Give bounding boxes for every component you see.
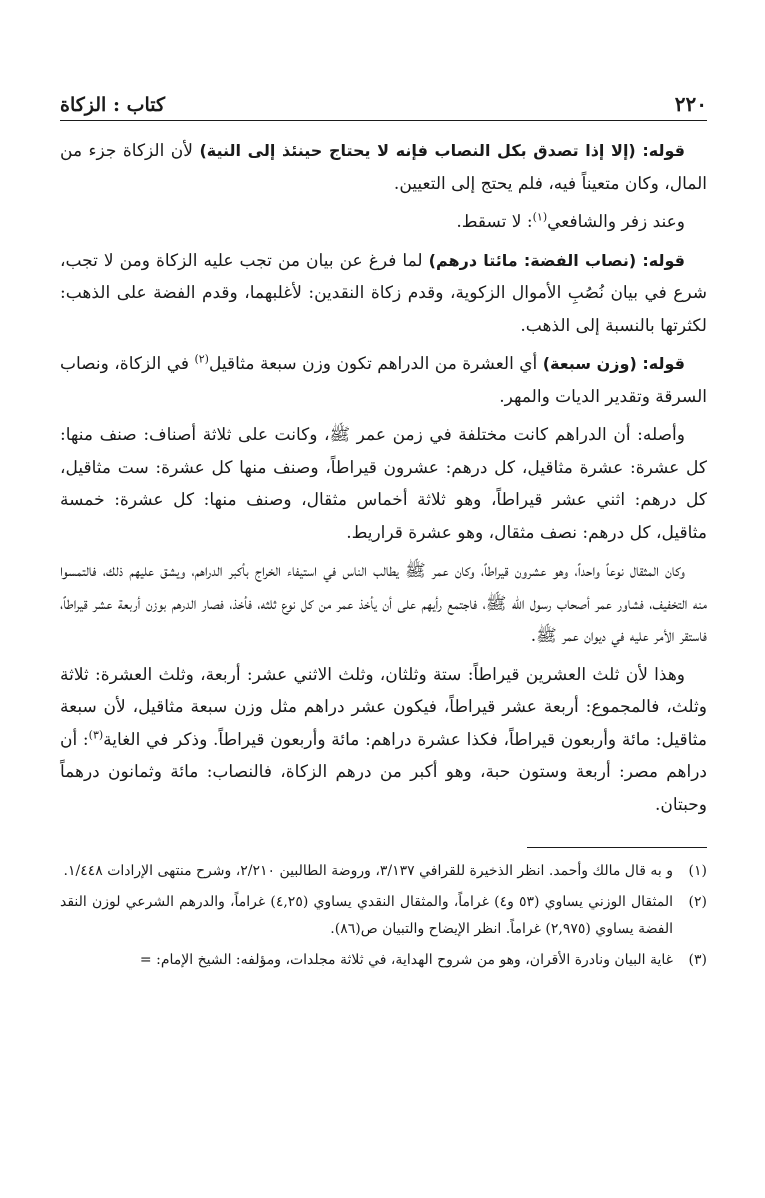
footnote-ref-2[interactable]: (٢) bbox=[194, 352, 209, 366]
paragraph-5: وأصله: أن الدراهم كانت مختلفة في زمن عمر ﷺ، وكانت على ثلاثة أصناف: صنف منها: كل عشرة: عشرة مثاقيل، كل درهم: عشرون قيراطاً، وصنف منها كل عشرة: ست مثاقيل، كل درهم: اثني عشر قيراطاً، وهو ثلاثة أخماس مثقال، وصنف منها: كل عشرة: خمسة مثاقيل، كل درهم: نصف مثقال، وهو عشرة قراريط. bbox=[60, 425, 707, 543]
page-number: ٢٢٠ bbox=[674, 92, 707, 116]
footnote-separator bbox=[527, 847, 707, 848]
paragraph-4: قوله: (وزن سبعة) أي العشرة من الدراهم تكون وزن سبعة مثاقيل$^{(٢)}$ في الزكاة، ونصاب السرقة وتقدير الديات والمهر. bbox=[60, 352, 707, 407]
paragraph-3: قوله: (نصاب الفضة: مائتا درهم) لما فرغ عن بيان من تجب عليه الزكاة ومن لا تجب، شرع في بيان نُصُبِ الأموال الزكوية، وقدم زكاة النقدين: لأغلبهما، وقدم الفضة على الذهب: لكثرتها بالنسبة إلى الذهب. bbox=[60, 250, 707, 336]
footnote-ref-1[interactable]: (١) bbox=[532, 210, 548, 224]
running-title: كتاب : الزكاة bbox=[60, 94, 166, 116]
page-header bbox=[60, 92, 707, 121]
paragraph-7: وهذا لأن ثلث العشرين قيراطاً: ستة وثلثان، وثلث الاثني عشر: أربعة، وثلث العشرة: ثلاثة وثلث، فالمجموع: أربعة عشر قيراطاً، فيكون عشر دراهم مثل وزن سبعة مثاقيل، لأن سبعة مثاقيل: مائة وأربعون قيراطاً، فكذا عشرة دراهم: مائة وأربعون قيراطاً. وذكر في الغاية$^{(٣)}$: أن دراهم مصر: أربعة وستون حبة، وهو أكبر من درهم الزكاة، فالنصاب: مائة وثمانون درهماً وحبتان. bbox=[60, 664, 707, 815]
footnote-3: (٣) غاية البيان ونادرة الأقران، وهو من شروح الهداية، في ثلاثة مجلدات، ومؤلفه: الشيخ الإمام: = bbox=[139, 952, 707, 968]
footnote-ref-3[interactable]: (٣) bbox=[88, 727, 104, 741]
paragraph-1: قوله: (إلا إذا تصدق بكل النصاب فإنه لا يحتاج حينئذ إلى النية) لأن الزكاة جزء من المال، وكان متعيناً فيه، فلم يحتج إلى التعيين. bbox=[60, 141, 707, 194]
book-page bbox=[60, 92, 707, 978]
paragraph-2: وعند زفر والشافعي$^{(١)}$: لا تسقط. bbox=[456, 210, 685, 232]
paragraph-6: وكان المثقال نوعاً واحداً، وهو عشرون قيراطاً، وكان عمر ﷺ يطالب الناس في استيفاء الخراج بأكبر الدراهم، ويشق عليهم ذلك، فالتمسوا منه التخفيف، فشاور عمر أصحاب رسول الله ﷺ، فاجتمع رأيهم على أن يأخذ عمر من كل نوع ثلثه، فأخذ، فصار الدرهم بوزن أربعة عشر قيراطاً، فاستقر الأمر عليه في ديوان عمر ﷺ. bbox=[60, 561, 707, 646]
footnote-2: (٢) المثقال الوزني يساوي (٥٣ و٤) غراماً، والمثقال النقدي يساوي (٤,٢٥) غراماً، والدرهم الشرعي لوزن النقد الفضة يساوي (٢,٩٧٥) غراماً. انظر الإيضاح والتبيان ص(٨٦). bbox=[60, 894, 707, 937]
footnotes bbox=[60, 858, 707, 974]
footnote-1: (١) و به قال مالك وأحمد. انظر الذخيرة للقرافي ٣/١٣٧، وروضة الطالبين ٢/٢١٠، وشرح منتهى الإرادات ١/٤٤٨. bbox=[63, 863, 707, 879]
